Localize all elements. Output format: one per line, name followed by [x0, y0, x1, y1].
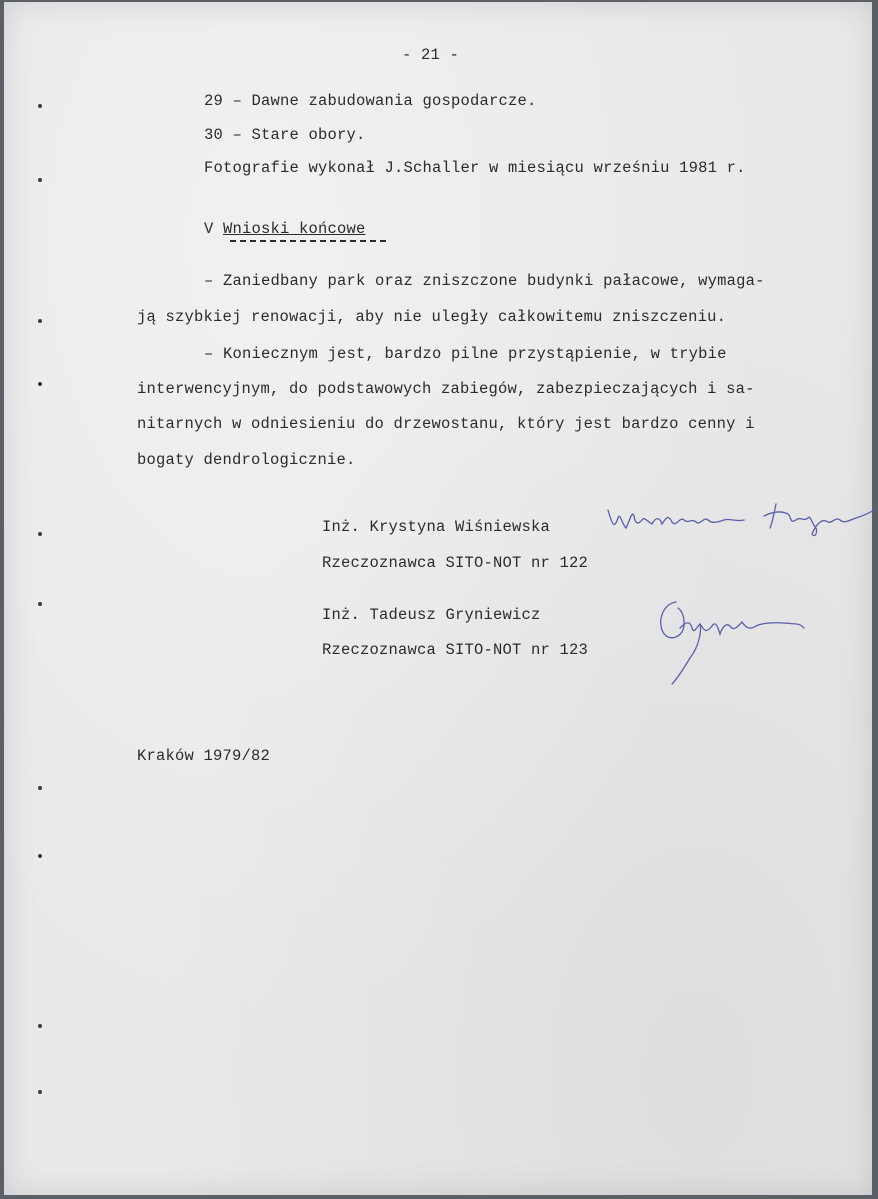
binder-hole [38, 532, 42, 536]
section-numeral: V [204, 220, 214, 238]
document-page [4, 2, 872, 1195]
photo-credit: Fotografie wykonał J.Schaller w miesiącu wrześniu 1981 r. [204, 159, 746, 177]
binder-hole [38, 382, 42, 386]
binder-hole [38, 1024, 42, 1028]
paragraph-1-line-1: – Zaniedbany park oraz zniszczone budynki pałacowe, wymaga- [204, 272, 765, 290]
handwritten-signature-gryniewicz [646, 588, 810, 688]
binder-hole [38, 602, 42, 606]
signatory-2-name: Inż. Tadeusz Gryniewicz [322, 606, 541, 624]
binder-hole [38, 104, 42, 108]
signatory-1-name: Inż. Krystyna Wiśniewska [322, 518, 551, 536]
binder-hole [38, 319, 42, 323]
section-title: Wnioski końcowe [223, 220, 366, 238]
page-number: - 21 - [402, 46, 460, 64]
signatory-2-title: Rzeczoznawca SITO-NOT nr 123 [322, 641, 589, 659]
paragraph-2-line-4: bogaty dendrologicznie. [137, 451, 356, 469]
binder-hole [38, 1090, 42, 1094]
paragraph-1-line-2: ją szybkiej renowacji, aby nie uległy całkowitemu zniszczeniu. [137, 308, 727, 326]
photo-caption-29: 29 – Dawne zabudowania gospodarcze. [204, 92, 537, 110]
binder-hole [38, 854, 42, 858]
paragraph-2-line-3: nitarnych w odniesieniu do drzewostanu, który jest bardzo cenny i [137, 415, 755, 433]
binder-hole [38, 178, 42, 182]
photo-caption-30: 30 – Stare obory. [204, 126, 366, 144]
paragraph-2-line-2: interwencyjnym, do podstawowych zabiegów, zabezpieczających i sa- [137, 380, 755, 398]
place-and-date: Kraków 1979/82 [137, 747, 271, 765]
heading-double-underline [230, 240, 386, 244]
binder-hole [38, 786, 42, 790]
section-heading [204, 220, 366, 238]
paragraph-2-line-1: – Koniecznym jest, bardzo pilne przystąpienie, w trybie [204, 345, 727, 363]
signatory-1-title: Rzeczoznawca SITO-NOT nr 122 [322, 554, 589, 572]
handwritten-signature-wisniewska [604, 494, 876, 542]
